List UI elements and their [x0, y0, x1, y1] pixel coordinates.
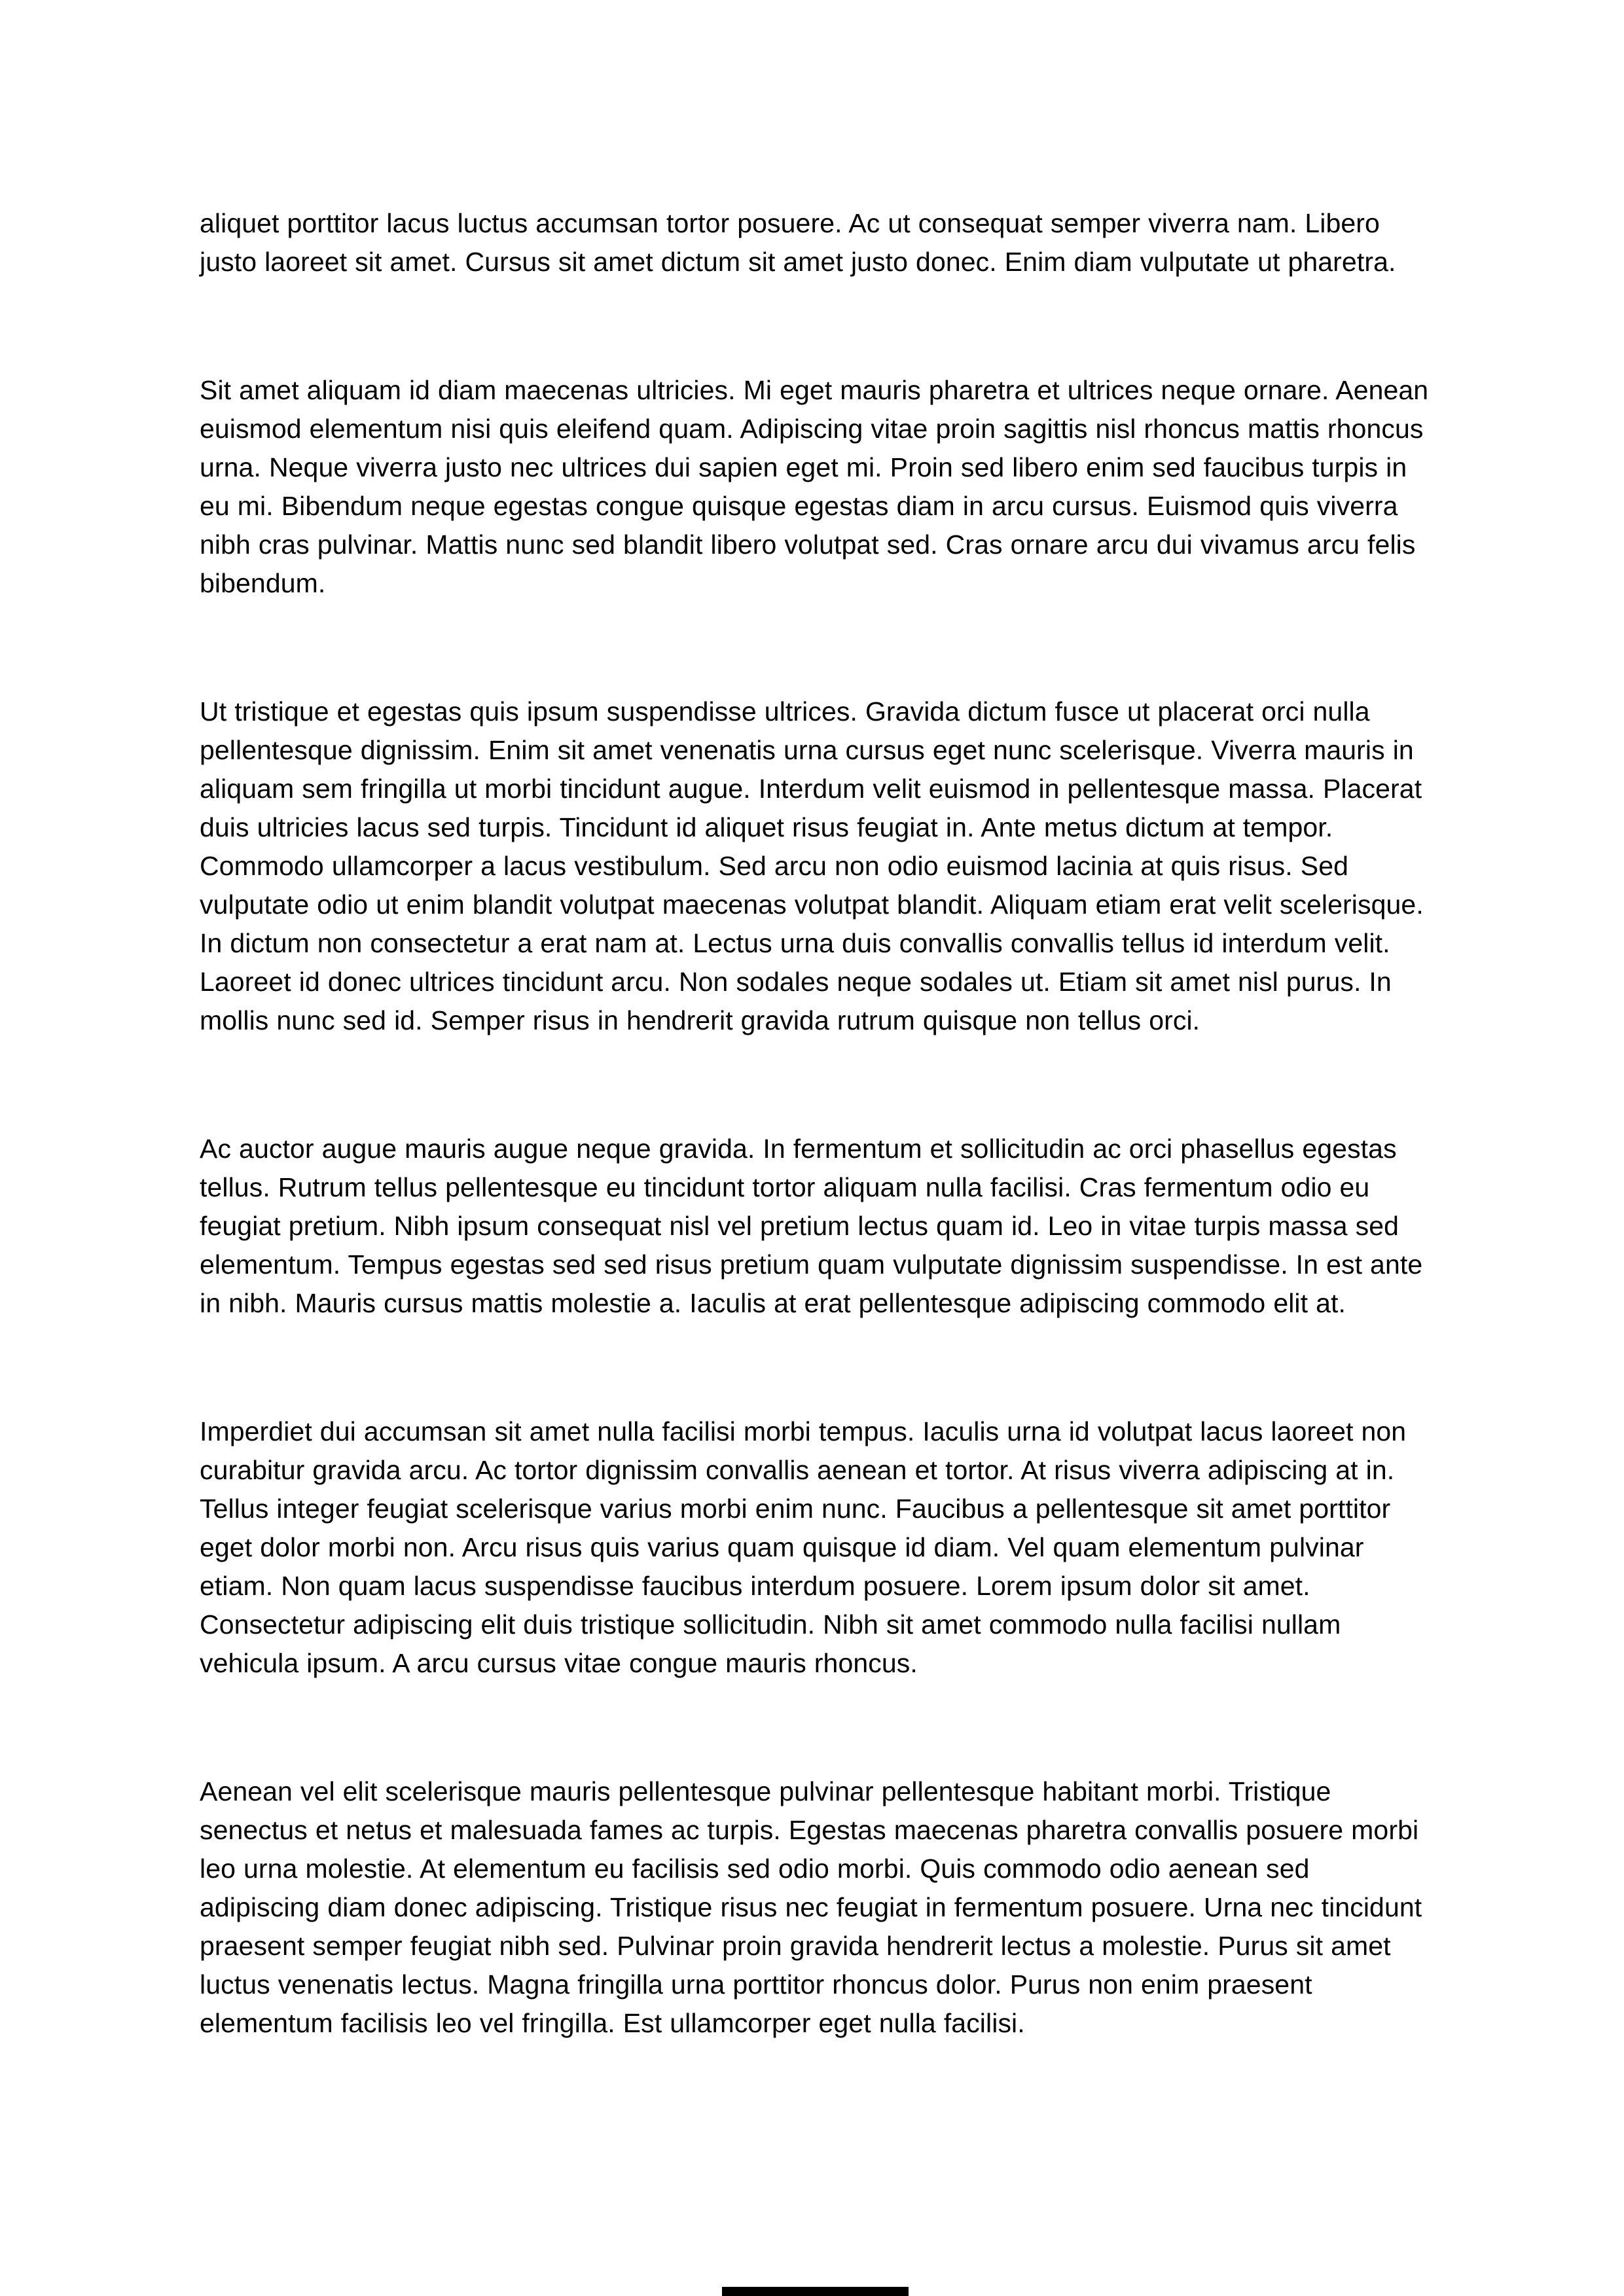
paragraph: Imperdiet dui accumsan sit amet nulla facilisi morbi tempus. Iaculis urna id volutpat lacus laoreet non curabitur gravida arcu. Ac tortor dignissim convallis aenean et tortor. At risus viverra adipiscing at in. Tellus integer feugiat scelerisque varius morbi enim nunc. Faucibus a pellentesque sit amet porttitor eget dolor morbi non. Arcu risus quis varius quam quisque id diam. Vel quam elementum pulvinar etiam. Non quam lacus suspendisse faucibus interdum posuere. Lorem ipsum dolor sit amet. Consectetur adipiscing elit duis tristique sollicitudin. Nibh sit amet commodo nulla facilisi nullam vehicula ipsum. A arcu cursus vitae congue mauris rhoncus.	[200, 1416, 1407, 1678]
paragraph: Sit amet aliquam id diam maecenas ultricies. Mi eget mauris pharetra et ultrices neque ornare. Aenean euismod elementum nisi quis eleifend quam. Adipiscing vitae proin sagittis nisl rhoncus mattis rhoncus urna. Neque viverra justo nec ultrices dui sapien eget mi. Proin sed libero enim sed faucibus turpis in eu mi. Bibendum neque egestas congue quisque egestas diam in arcu cursus. Euismod quis viverra nibh cras pulvinar. Mattis nunc sed blandit libero volutpat sed. Cras ornare arcu dui vivamus arcu felis bibendum.	[200, 375, 1429, 598]
paragraph: Aenean vel elit scelerisque mauris pellentesque pulvinar pellentesque habitant morbi. Tristique senectus et netus et malesuada fames ac turpis. Egestas maecenas pharetra convallis posuere morbi leo urna molestie. At elementum eu facilisis sed odio morbi. Quis commodo odio aenean sed adipiscing diam donec adipiscing. Tristique risus nec feugiat in fermentum posuere. Urna nec tincidunt praesent semper feugiat nibh sed. Pulvinar proin gravida hendrerit lectus a molestie. Purus sit amet luctus venenatis lectus. Magna fringilla urna porttitor rhoncus dolor. Purus non enim praesent elementum facilisis leo vel fringilla. Est ullamcorper eget nulla facilisi.	[200, 1776, 1422, 2038]
paragraph: Ac auctor augue mauris augue neque gravida. In fermentum et sollicitudin ac orci phasellus egestas tellus. Rutrum tellus pellentesque eu tincidunt tortor aliquam nulla facilisi. Cras fermentum odio eu feugiat pretium. Nibh ipsum consequat nisl vel pretium lectus quam id. Leo in vitae turpis massa sed elementum. Tempus egestas sed sed risus pretium quam vulputate dignissim suspendisse. In est ante in nibh. Mauris cursus mattis molestie a. Iaculis at erat pellentesque adipiscing commodo elit at.	[200, 1134, 1423, 1318]
document-body-text	[200, 204, 1431, 2043]
bottom-bar	[722, 2287, 909, 2296]
paragraph: Ut tristique et egestas quis ipsum suspendisse ultrices. Gravida dictum fusce ut placerat orci nulla pellentesque dignissim. Enim sit amet venenatis urna cursus eget nunc scelerisque. Viverra mauris in aliquam sem fringilla ut morbi tincidunt augue. Interdum velit euismod in pellentesque massa. Placerat duis ultricies lacus sed turpis. Tincidunt id aliquet risus feugiat in. Ante metus dictum at tempor. Commodo ullamcorper a lacus vestibulum. Sed arcu non odio euismod lacinia at quis risus. Sed vulputate odio ut enim blandit volutpat maecenas volutpat blandit. Aliquam etiam erat velit scelerisque. In dictum non consectetur a erat nam at. Lectus urna duis convallis convallis tellus id interdum velit. Laoreet id donec ultrices tincidunt arcu. Non sodales neque sodales ut. Etiam sit amet nisl purus. In mollis nunc sed id. Semper risus in hendrerit gravida rutrum quisque non tellus orci.	[200, 696, 1424, 1035]
paragraph: aliquet porttitor lacus luctus accumsan tortor posuere. Ac ut consequat semper viverra nam. Libero justo laoreet sit amet. Cursus sit amet dictum sit amet justo donec. Enim diam vulputate ut pharetra.	[200, 208, 1396, 277]
